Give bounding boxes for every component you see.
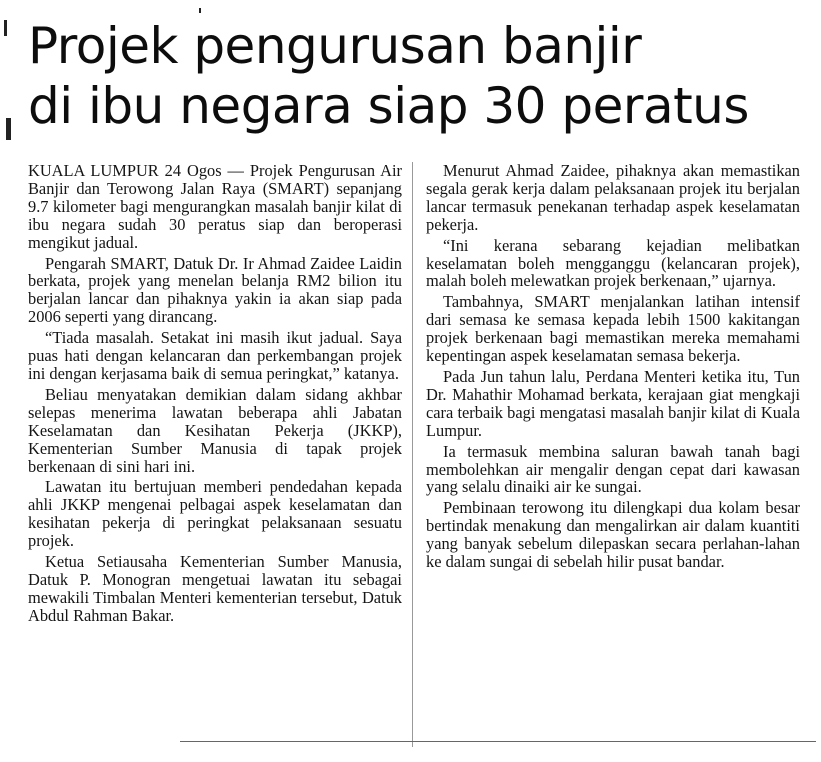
paragraph: Menurut Ahmad Zaidee, pihaknya akan memastikan segala gerak kerja dalam pelaksanaan projek itu berjalan lancar termasuk penekanan terhadap aspek keselamatan pekerja. xyxy=(426,161,800,234)
bottom-rule xyxy=(180,741,816,742)
paragraph: “Tiada masalah. Setakat ini masih ikut jadual. Saya puas hati dengan kelancaran dan perkembangan projek ini dengan kerjasama baik di semua peringkat,” katanya. xyxy=(28,328,402,383)
scan-speck xyxy=(6,118,11,140)
paragraph: Lawatan itu bertujuan memberi pendedahan kepada ahli JKKP mengenai pelbagai aspek keselamatan dan kesihatan pekerja di peringkat pelaksanaan sesuatu projek. xyxy=(28,477,402,551)
column-divider xyxy=(412,162,413,747)
paragraph: “Ini kerana sebarang kejadian melibatkan keselamatan boleh mengganggu (kelancaran projek), malah boleh melewatkan projek berkenaan,” ujarnya. xyxy=(426,235,800,291)
right-column xyxy=(426,162,800,574)
paragraph: Pengarah SMART, Datuk Dr. Ir Ahmad Zaidee Laidin berkata, projek yang menelan belanja RM2 bilion itu berjalan lancar dan pihaknya yakin ia akan siap pada 2006 seperti yang dirancang. xyxy=(28,253,402,327)
paragraph: Tambahnya, SMART menjalankan latihan intensif dari semasa ke semasa kepada lebih 1500 kakitangan projek berkenaan bagi memastikan mereka memahami kepentingan aspek keselamatan semasa bekerja. xyxy=(426,292,800,366)
headline xyxy=(28,16,749,136)
headline-line-1: Projek pengurusan banjir xyxy=(28,17,642,75)
paragraph: Ia termasuk membina saluran bawah tanah bagi membolehkan air mengalir dengan cepat dari kawasan yang selalu dinaiki air ke sungai. xyxy=(426,441,800,497)
headline-line-2: di ibu negara siap 30 peratus xyxy=(28,77,749,135)
paragraph: Pembinaan terowong itu dilengkapi dua kolam besar bertindak menakung dan mengalirkan air dalam kuantiti yang banyak sebelum dilepaskan secara perlahan-lahan ke dalam sungai di sebelah hilir pusat bandar. xyxy=(426,498,800,572)
paragraph: Ketua Setiausaha Kementerian Sumber Manusia, Datuk P. Monogran mengetuai lawatan itu sebagai mewakili Timbalan Menteri kementerian tersebut, Datuk Abdul Rahman Bakar. xyxy=(28,552,402,625)
scan-speck xyxy=(199,8,201,13)
paragraph: Beliau menyatakan demikian dalam sidang akhbar selepas menerima lawatan beberapa ahli Jabatan Keselamatan dan Kesihatan Pekerja (JKKP), Kementerian Sumber Manusia di tapak projek berkenaan di sini hari ini. xyxy=(28,384,402,476)
scan-speck xyxy=(4,20,7,36)
paragraph: KUALA LUMPUR 24 Ogos — Projek Pengurusan Air Banjir dan Terowong Jalan Raya (SMART) sepanjang 9.7 kilometer bagi mengurangkan masalah banjir kilat di ibu negara sudah 30 peratus siap dan beroperasi mengikut jadual. xyxy=(28,161,402,252)
left-column xyxy=(28,162,402,628)
paragraph: Pada Jun tahun lalu, Perdana Menteri ketika itu, Tun Dr. Mahathir Mohamad berkata, kerajaan giat mengkaji cara terbaik bagi mengatasi masalah banjir kilat di Kuala Lumpur. xyxy=(426,366,800,440)
